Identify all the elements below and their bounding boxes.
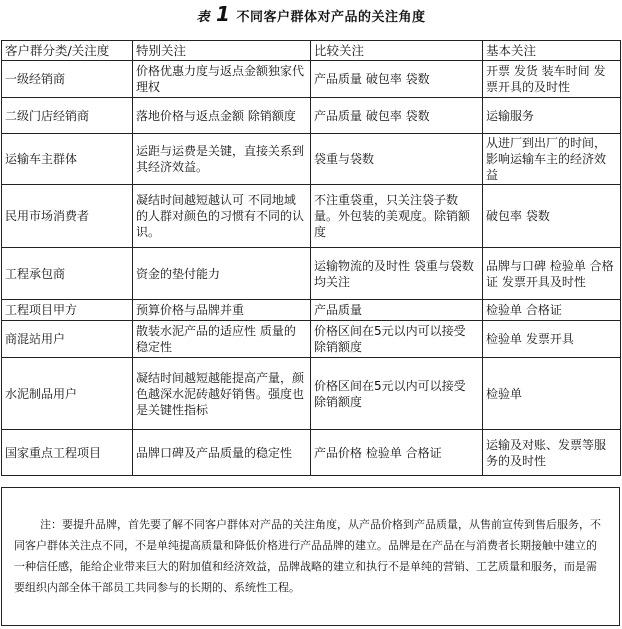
table-cell: 产品质量 — [311, 300, 483, 321]
table-row — [2, 358, 621, 430]
table-title-number: 1 — [216, 2, 231, 26]
table-cell: 运输物流的及时性 袋重与袋数均关注 — [311, 248, 483, 300]
table-cell: 品牌与口碑 检验单 合格证 发票开具及时性 — [483, 248, 621, 300]
header-cell: 特别关注 — [133, 41, 311, 61]
table-cell: 开票 发货 装车时间 发票开具的及时性 — [483, 61, 621, 98]
header-cell: 客户群分类/关注度 — [2, 41, 133, 61]
table-cell: 检验单 — [483, 358, 621, 430]
table-row — [2, 61, 621, 98]
table-cell: 凝结时间越短越能提高产量，颜色越深水泥砖越好销售。强度也是关键性指标 — [133, 358, 311, 430]
table-cell: 凝结时间越短越认可 不同地域的人群对颜色的习惯有不同的认识。 — [133, 185, 311, 248]
table-row — [2, 134, 621, 185]
table-cell: 商混站用户 — [2, 321, 133, 358]
table-cell: 水泥制品用户 — [2, 358, 133, 430]
table-cell: 产品质量 破包率 袋数 — [311, 98, 483, 134]
table-cell: 检验单 合格证 — [483, 300, 621, 321]
table-cell: 破包率 袋数 — [483, 185, 621, 248]
table-title — [0, 2, 622, 26]
table-cell: 品牌口碑及产品质量的稳定性 — [133, 430, 311, 476]
table-cell: 袋重与袋数 — [311, 134, 483, 185]
note-text: 注：要提升品牌，首先要了解不同客户群体对产品的关注角度，从产品价格到产品质量，从售前宣传到售后服务，不同客户群体关注点不同，不是单纯提高质量和降低价格进行产品品牌的建立。品牌是在产品在与消费者长期接触中建立的一种信任感，能给企业带来巨大的附加值和经济效益，品牌战略的建立和执行不是单纯的营销、工艺质量和服务，而是需要组织内部全体干部员工共同参与的长期的、系统性工程。 — [14, 518, 601, 594]
table-cell: 工程项目甲方 — [2, 300, 133, 321]
table-note — [1, 487, 620, 626]
table-cell: 不注重袋重，只关注袋子数量。外包装的美观度。除销额度 — [311, 185, 483, 248]
table-cell: 检验单 发票开具 — [483, 321, 621, 358]
table-cell: 价格区间在5元以内可以接受 除销额度 — [311, 321, 483, 358]
table-row — [2, 300, 621, 321]
table-row — [2, 321, 621, 358]
table-cell: 散装水泥产品的适应性 质量的稳定性 — [133, 321, 311, 358]
table-cell: 运输车主群体 — [2, 134, 133, 185]
table-row — [2, 98, 621, 134]
header-cell: 比较关注 — [311, 41, 483, 61]
table-cell: 运输及对账、发票等服务的及时性 — [483, 430, 621, 476]
table-row — [2, 248, 621, 300]
table-cell: 从进厂到出厂的时间，影响运输车主的经济效益 — [483, 134, 621, 185]
table-header-row — [2, 41, 621, 61]
table-cell: 价格优惠力度与返点金额独家代理权 — [133, 61, 311, 98]
table-cell: 运距与运费是关键，直接关系到其经济效益。 — [133, 134, 311, 185]
customer-attention-table — [1, 40, 621, 476]
table-cell: 价格区间在5元以内可以接受 除销额度 — [311, 358, 483, 430]
table-cell: 国家重点工程项目 — [2, 430, 133, 476]
table-cell: 预算价格与品牌并重 — [133, 300, 311, 321]
table-cell: 工程承包商 — [2, 248, 133, 300]
table-title-text: 不同客户群体对产品的关注角度 — [236, 10, 426, 25]
table-cell: 资金的垫付能力 — [133, 248, 311, 300]
table-cell: 二级门店经销商 — [2, 98, 133, 134]
table-cell: 产品价格 检验单 合格证 — [311, 430, 483, 476]
table-cell: 产品质量 破包率 袋数 — [311, 61, 483, 98]
table-cell: 一级经销商 — [2, 61, 133, 98]
table-title-prefix: 表 — [196, 10, 211, 25]
header-cell: 基本关注 — [483, 41, 621, 61]
table-row — [2, 185, 621, 248]
table-cell: 民用市场消费者 — [2, 185, 133, 248]
table-row — [2, 430, 621, 476]
table-cell: 落地价格与返点金额 除销额度 — [133, 98, 311, 134]
table-cell: 运输服务 — [483, 98, 621, 134]
